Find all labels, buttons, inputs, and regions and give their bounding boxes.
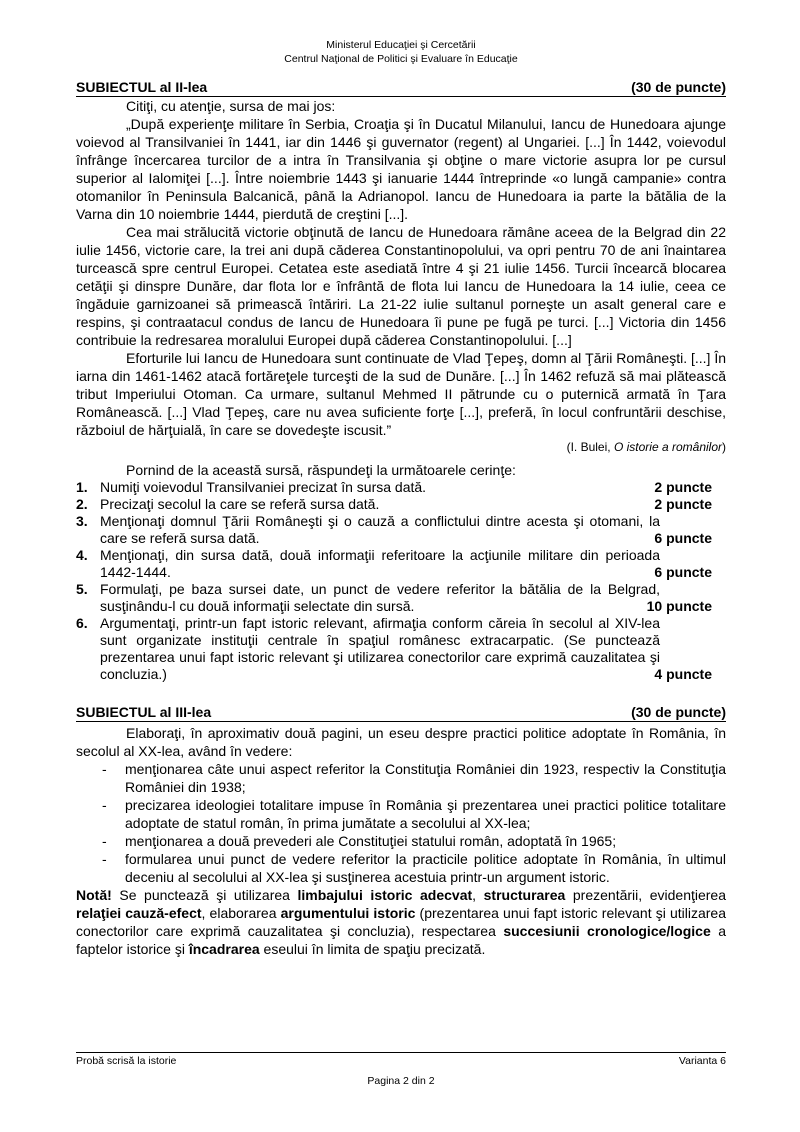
subject3-heading	[76, 703, 726, 722]
note-text: , elaborarea	[201, 905, 281, 921]
note-text: Se punctează şi utilizarea	[111, 887, 298, 903]
note-bold: structurarea	[483, 887, 566, 903]
document-footer	[76, 1052, 726, 1068]
document-header	[76, 38, 726, 66]
citation-end: )	[722, 440, 726, 454]
question-number: 2.	[76, 496, 88, 512]
question-number: 5.	[76, 581, 88, 597]
note-bold: succesiunii cronologice/logice	[503, 923, 711, 939]
dash-bullet: -	[102, 761, 107, 777]
essay-requirement-text: precizarea ideologiei totalitare impuse în România şi prezentarea unei practici politice totalitare adoptate de statul român, în prima jumătate a secolului al XX-lea;	[125, 797, 726, 831]
question-number: 6.	[76, 615, 88, 631]
dash-bullet: -	[102, 797, 107, 813]
subject2-intro: Citiţi, cu atenţie, sursa de mai jos:	[126, 98, 336, 114]
page-number: Pagina 2 din 2	[367, 1075, 435, 1087]
question-number: 3.	[76, 513, 88, 529]
note-bold: argumentului istoric	[280, 905, 416, 921]
question-number: 1.	[76, 479, 88, 495]
essay-requirement-text: formularea unui punct de vedere referitor la practicile politice adoptate în România, în ultimul deceniu al secolului al XX-lea şi susţinerea acestuia printr-un argument istoric.	[125, 851, 726, 885]
header-ministry: Ministerul Educaţiei şi Cercetării	[326, 39, 476, 51]
subject3-points: (30 de puncte)	[631, 704, 726, 720]
question-text: Menţionaţi, din sursa dată, două informaţii referitoare la acţiunile militare din perioada 1442-1444.	[100, 547, 660, 580]
note-paragraph	[76, 886, 726, 958]
question-item	[76, 479, 726, 496]
question-text: Numiţi voievodul Transilvaniei precizat în sursa dată.	[100, 479, 427, 495]
question-item	[76, 513, 726, 547]
source-citation	[76, 439, 726, 455]
note-text: eseului în limita de spaţiu precizată.	[259, 941, 486, 957]
question-item	[76, 581, 726, 615]
source-paragraph-3: Eforturile lui Iancu de Hunedoara sunt continuate de Vlad Ţepeş, domn al Ţării Româneşti. [...] În iarna din 1461-1462 atacă fortăreţele turceşti de la sud de Dunăre. [...] În 1462 refuză să mai plătească tribut Imperiului Otoman. Ca urmare, sultanul Mehmed II pătrunde cu o puternică armată în Ţara Românească. [...] Vlad Ţepeş, care nu avea suficiente forţe [...], preferă, în locul confruntării deschise, războiul de hărţuială, în care se dovedeşte iscusit.”	[76, 350, 726, 438]
dash-bullet: -	[102, 833, 107, 849]
footer-exam: Probă scrisă la istorie	[76, 1055, 177, 1067]
question-text: Precizaţi secolul la care se referă sursa dată.	[100, 496, 380, 512]
essay-requirements	[76, 760, 726, 886]
subject2-title: SUBIECTUL al II-lea	[76, 79, 208, 95]
question-item	[76, 547, 726, 581]
question-item	[76, 496, 726, 513]
note-bold: relaţiei cauză-efect	[76, 905, 202, 921]
note-text: (prezentarea unui fapt istoric relevant şi utilizarea conectorilor care exprimă cauzalitatea şi concluzia), respectarea	[76, 905, 726, 939]
question-points: 2 puncte	[654, 496, 712, 512]
subject3-title: SUBIECTUL al III-lea	[76, 704, 212, 720]
question-points: 4 puncte	[654, 666, 712, 682]
question-points: 10 puncte	[646, 598, 712, 614]
source-paragraph-2: Cea mai strălucită victorie obţinută de Iancu de Hunedoara rămâne aceea de la Belgrad din 22 iulie 1456, victorie care, la trei ani după căderea Constantinopolului, va opri pentru 70 de ani înaintarea turcească spre centrul Europei. Cetatea este asediată între 4 şi 21 iulie 1456. Turcii încearcă blocarea cetăţii şi dinspre Dunăre, dar flota lor e înfrântă de flota lui Iancu de Hunedoara la 14 iulie, ceea ce îngăduie garnizoanei să primească întăriri. La 21-22 iulie sultanul porneşte un asalt general care e respins, şi contraatacul condus de Iancu de Hunedoara îi pune pe fugă pe turci. [...] Victoria din 1456 contribuie la redresarea moralului Europei după căderea Constantinopolului. [...]	[76, 224, 726, 348]
dash-bullet: -	[102, 851, 107, 867]
note-label: Notă!	[76, 887, 112, 903]
page-content	[76, 78, 726, 958]
note-bold: încadrarea	[188, 941, 260, 957]
note-text: ,	[472, 887, 484, 903]
question-text: Menţionaţi domnul Ţării Româneşti şi o cauză a conflictului dintre acesta şi otomani, la care se referă sursa dată.	[100, 513, 660, 546]
questions-instruction: Pornind de la această sursă, răspundeţi la următoarele cerinţe:	[126, 462, 516, 478]
question-text: Argumentaţi, printr-un fapt istoric relevant, afirmaţia conform căreia în secolul al XIV-lea sunt organizate instituţii centrale în spaţiul românesc extracarpatic. (Se punctează prezentarea unui fapt istoric relevant şi utilizarea conectorilor care exprimă cauzalitatea şi concluzia.)	[100, 615, 660, 682]
essay-requirement-item	[76, 796, 726, 832]
question-points: 6 puncte	[654, 530, 712, 546]
note-text: a faptelor istorice şi	[76, 923, 727, 957]
footer-variant: Varianta 6	[678, 1055, 726, 1067]
note-bold: limbajului istoric adecvat	[297, 887, 473, 903]
source-paragraph-1: „După experienţe militare în Serbia, Croaţia şi în Ducatul Milanului, Iancu de Hunedoara ajunge voievod al Transilvaniei în 1441, iar din 1446 şi guvernator (regent) al Ungariei. [...] În 1442, voievodul înfrânge încercarea turcilor de a intra în Transilvania şi obţine o mare victorie asupra lor pe cursul superior al Ialomiţei [...]. Între noiembrie 1443 şi ianuarie 1444 întreprinde «o lungă campanie» contra otomanilor în Peninsula Balcanică, până la Adrianopol. Iancu de Hunedoara ia parte la bătălia de la Varna din 10 noiembrie 1444, pierdută de creştini [...].	[76, 116, 726, 222]
question-item	[76, 615, 726, 683]
note-text: prezentării, evidenţierea	[565, 887, 727, 903]
subject2-points: (30 de puncte)	[631, 79, 726, 95]
essay-requirement-item	[76, 832, 726, 850]
question-text: Formulaţi, pe baza sursei date, un punct de vedere referitor la bătălia de la Belgrad, susţinându-l cu două informaţii selectate din sursă.	[100, 581, 660, 614]
essay-intro: Elaboraţi, în aproximativ două pagini, un eseu despre practici politice adoptate în România, în secolul al XX-lea, având în vedere:	[76, 725, 726, 759]
question-points: 2 puncte	[654, 479, 712, 495]
subject2-heading	[76, 78, 726, 97]
essay-requirement-text: menţionarea a două prevederi ale Constituţiei statului român, adoptată în 1965;	[125, 833, 617, 849]
question-number: 4.	[76, 547, 88, 563]
question-points: 6 puncte	[654, 564, 712, 580]
questions-list	[76, 479, 726, 683]
essay-requirement-text: menţionarea câte unui aspect referitor la Constituţia României din 1923, respectiv la Constituţia României din 1938;	[125, 761, 726, 795]
citation-author: (I. Bulei,	[566, 440, 614, 454]
essay-requirement-item	[76, 760, 726, 796]
essay-requirement-item	[76, 850, 726, 886]
header-center: Centrul Naţional de Politici şi Evaluare în Educaţie	[284, 53, 518, 65]
citation-title: O istorie a românilor	[613, 440, 722, 454]
